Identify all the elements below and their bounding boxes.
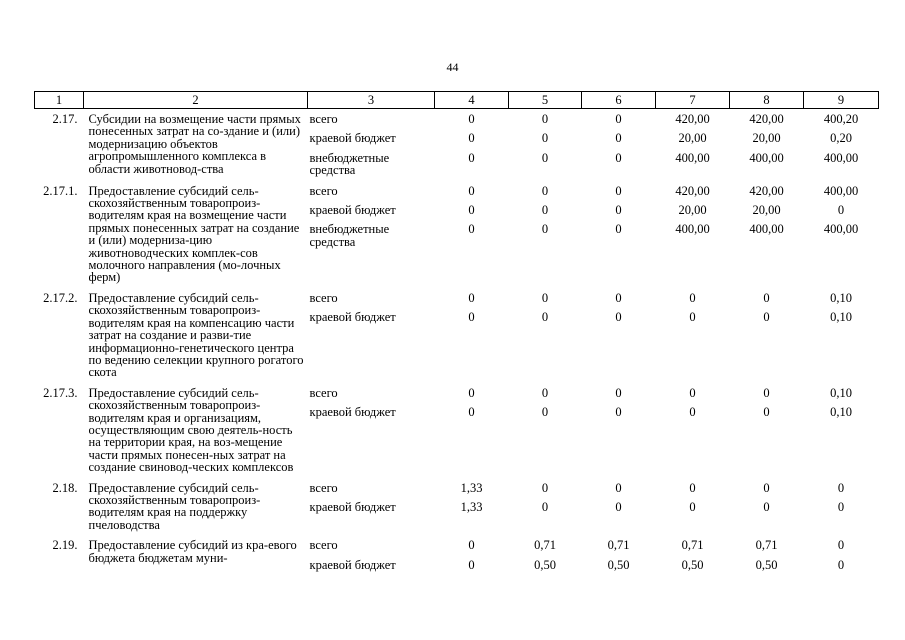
- value-cell-col-4: [435, 383, 509, 478]
- funding-source: краевой бюджет: [309, 405, 396, 420]
- amount-value: 400,00: [749, 222, 784, 237]
- funding-source-cell: [308, 383, 435, 478]
- amount-value: 0: [763, 480, 770, 495]
- amount-value: 420,00: [749, 112, 784, 126]
- amount-value: 400,00: [749, 150, 784, 165]
- amount-value: 0: [763, 405, 770, 420]
- row-number: 2.17.3.: [43, 385, 78, 400]
- value-cell-col-9: [804, 109, 879, 181]
- row-description: Предоставление субсидий сель-скохозяйственным товаропроиз-водителям края на поддержку пчеловодства: [88, 480, 261, 532]
- table-row: [35, 383, 879, 478]
- row-description: Предоставление субсидий сель-скохозяйственным товаропроиз-водителям края и организациям, осуществляющим свою деятель-ность на территории края, на воз-мещение части прямых понесен-ных затрат на создание свиновод-ческих комплексов: [88, 385, 294, 475]
- amount-value: 0: [615, 203, 622, 218]
- amount-value: 0: [541, 112, 549, 126]
- table-row: [35, 535, 879, 575]
- header-row: [35, 92, 879, 109]
- row-description-cell: [84, 109, 308, 181]
- amount-value: 0: [615, 310, 622, 325]
- amount-value: 0,71: [681, 538, 704, 553]
- amount-value: 0: [615, 405, 622, 420]
- amount-value: 0,50: [755, 557, 778, 572]
- amount-value: 0,10: [830, 405, 852, 420]
- value-cell-col-9: [804, 535, 879, 575]
- amount-value: 0,71: [534, 538, 556, 553]
- amount-value: 0,50: [681, 557, 704, 572]
- value-cell-col-6: [582, 109, 656, 181]
- amount-value: 0: [615, 150, 622, 165]
- column-header-4: 4: [435, 92, 509, 109]
- value-cell-col-5: [509, 383, 582, 478]
- amount-value: 0: [468, 112, 475, 126]
- value-cell-col-7: [656, 535, 730, 575]
- table-row: [35, 181, 879, 288]
- amount-value: 0: [763, 499, 770, 514]
- amount-value: 400,20: [823, 112, 859, 126]
- amount-value: 1,33: [460, 480, 483, 495]
- amount-value: 0: [541, 222, 549, 237]
- amount-value: 0: [468, 538, 475, 553]
- value-cell-col-7: [656, 288, 730, 383]
- value-cell-col-5: [509, 181, 582, 288]
- value-cell-col-5: [509, 478, 582, 536]
- row-description: Предоставление субсидий сель-скохозяйственным товаропроиз-водителям края на компенсацию части затрат на создание и разви-тие информационно-генетического центра по ведению селекции крупного рогатого скота: [88, 290, 304, 380]
- funding-source: всего: [309, 480, 338, 495]
- table-body: [35, 109, 879, 576]
- value-cell-col-8: [730, 181, 804, 288]
- row-description-cell: [84, 383, 308, 478]
- amount-value: 0: [763, 385, 770, 400]
- funding-source: краевой бюджет: [309, 131, 396, 146]
- row-number: 2.18.: [52, 480, 78, 495]
- column-header-6: 6: [582, 92, 656, 109]
- value-cell-col-7: [656, 478, 730, 536]
- column-header-1: 1: [35, 92, 84, 109]
- column-header-3: 3: [308, 92, 435, 109]
- amount-value: 20,00: [678, 131, 707, 146]
- amount-value: 0: [541, 290, 549, 305]
- value-cell-col-4: [435, 109, 509, 181]
- amount-value: 0,50: [534, 557, 556, 572]
- table-row: [35, 288, 879, 383]
- value-cell-col-4: [435, 288, 509, 383]
- amount-value: 0: [615, 499, 622, 514]
- row-description-cell: [84, 181, 308, 288]
- amount-value: 0: [615, 183, 622, 198]
- amount-value: 20,00: [752, 131, 781, 146]
- value-cell-col-6: [582, 535, 656, 575]
- amount-value: 0: [689, 385, 696, 400]
- amount-value: 0: [689, 405, 696, 420]
- column-header-8: 8: [730, 92, 804, 109]
- amount-value: 0: [468, 222, 475, 237]
- value-cell-col-8: [730, 535, 804, 575]
- amount-value: 0: [615, 222, 622, 237]
- value-cell-col-8: [730, 288, 804, 383]
- row-description-cell: [84, 535, 308, 575]
- page-number: 44: [446, 60, 459, 74]
- funding-source: внебюджетные средства: [309, 222, 390, 249]
- value-cell-col-9: [804, 383, 879, 478]
- amount-value: 0: [837, 203, 845, 218]
- amount-value: 0: [689, 499, 696, 514]
- amount-value: 0: [615, 290, 622, 305]
- amount-value: 0: [615, 385, 622, 400]
- amount-value: 400,00: [675, 150, 710, 165]
- amount-value: 0: [541, 385, 549, 400]
- table-row: [35, 109, 879, 181]
- amount-value: 0: [541, 131, 549, 146]
- amount-value: 0: [615, 480, 622, 495]
- row-number: 2.17.: [52, 112, 78, 126]
- amount-value: 0: [541, 499, 549, 514]
- funding-source: краевой бюджет: [309, 203, 396, 218]
- amount-value: 0: [468, 290, 475, 305]
- value-cell-col-6: [582, 181, 656, 288]
- row-description-cell: [84, 478, 308, 536]
- funding-source: краевой бюджет: [309, 310, 396, 325]
- column-header-5: 5: [509, 92, 582, 109]
- amount-value: 0: [541, 310, 549, 325]
- amount-value: 0,10: [830, 290, 852, 305]
- amount-value: 0: [689, 480, 696, 495]
- value-cell-col-4: [435, 478, 509, 536]
- amount-value: 0: [837, 499, 845, 514]
- funding-source: краевой бюджет: [309, 557, 396, 572]
- row-number: 2.17.1.: [43, 183, 78, 198]
- amount-value: 0: [468, 557, 475, 572]
- amount-value: 0,71: [755, 538, 778, 553]
- amount-value: 400,00: [823, 222, 859, 237]
- value-cell-col-8: [730, 478, 804, 536]
- row-number: 2.19.: [52, 538, 78, 553]
- value-cell-col-7: [656, 383, 730, 478]
- funding-source: всего: [309, 112, 338, 126]
- value-cell-col-9: [804, 288, 879, 383]
- table-row: [35, 478, 879, 536]
- amount-value: 1,33: [460, 499, 483, 514]
- value-cell-col-6: [582, 288, 656, 383]
- amount-value: 0: [837, 538, 845, 553]
- amount-value: 0: [837, 557, 845, 572]
- amount-value: 420,00: [675, 112, 710, 126]
- value-cell-col-8: [730, 109, 804, 181]
- amount-value: 0: [763, 290, 770, 305]
- amount-value: 0: [763, 310, 770, 325]
- amount-value: 0: [541, 480, 549, 495]
- amount-value: 20,00: [752, 203, 781, 218]
- amount-value: 0: [468, 203, 475, 218]
- amount-value: 0: [468, 150, 475, 165]
- row-description: Предоставление субсидий сель-скохозяйственным товаропроиз-водителям края на возмещение части прямых понесенных затрат на создание и (или) модерниза-цию животноводческих комплек-сов молочного направления (мо-лочных ферм): [88, 183, 300, 285]
- funding-source: всего: [309, 538, 338, 553]
- funding-source: краевой бюджет: [309, 499, 396, 514]
- amount-value: 0: [541, 183, 549, 198]
- amount-value: 0,50: [607, 557, 630, 572]
- amount-value: 0: [468, 385, 475, 400]
- value-cell-col-7: [656, 109, 730, 181]
- amount-value: 400,00: [675, 222, 710, 237]
- value-cell-col-6: [582, 383, 656, 478]
- row-description: Предоставление субсидий из кра-евого бюджета бюджетам муни-: [88, 538, 297, 565]
- amount-value: 420,00: [749, 183, 784, 198]
- value-cell-col-8: [730, 383, 804, 478]
- funding-source: всего: [309, 183, 338, 198]
- program-funding-table: [34, 91, 879, 575]
- value-cell-col-7: [656, 181, 730, 288]
- funding-source-cell: [308, 478, 435, 536]
- value-cell-col-5: [509, 535, 582, 575]
- funding-source: всего: [309, 290, 338, 305]
- amount-value: 420,00: [675, 183, 710, 198]
- amount-value: 0,71: [607, 538, 630, 553]
- amount-value: 0: [615, 131, 622, 146]
- amount-value: 0,20: [830, 131, 852, 146]
- value-cell-col-4: [435, 181, 509, 288]
- funding-source: всего: [309, 385, 338, 400]
- amount-value: 0: [689, 290, 696, 305]
- amount-value: 0: [541, 150, 549, 165]
- value-cell-col-9: [804, 478, 879, 536]
- row-description: Субсидии на возмещение части прямых понесенных затрат на со-здание и (или) модернизацию объектов агропромышленного комплекса в области животновод-ства: [88, 112, 301, 176]
- value-cell-col-6: [582, 478, 656, 536]
- amount-value: 0,10: [830, 310, 852, 325]
- value-cell-col-5: [509, 109, 582, 181]
- funding-source: внебюджетные средства: [309, 150, 390, 178]
- amount-value: 0: [468, 405, 475, 420]
- amount-value: 0,10: [830, 385, 852, 400]
- funding-source-cell: [308, 109, 435, 181]
- amount-value: 0: [615, 112, 622, 126]
- column-header-7: 7: [656, 92, 730, 109]
- funding-source-cell: [308, 181, 435, 288]
- value-cell-col-9: [804, 181, 879, 288]
- amount-value: 0: [468, 183, 475, 198]
- amount-value: 0: [689, 310, 696, 325]
- column-header-2: 2: [84, 92, 308, 109]
- value-cell-col-4: [435, 535, 509, 575]
- amount-value: 400,00: [823, 183, 859, 198]
- amount-value: 0: [468, 310, 475, 325]
- amount-value: 0: [541, 405, 549, 420]
- row-description-cell: [84, 288, 308, 383]
- funding-source-cell: [308, 535, 435, 575]
- value-cell-col-5: [509, 288, 582, 383]
- amount-value: 20,00: [678, 203, 707, 218]
- row-number: 2.17.2.: [43, 290, 78, 305]
- column-header-9: 9: [804, 92, 879, 109]
- funding-source-cell: [308, 288, 435, 383]
- amount-value: 0: [837, 480, 845, 495]
- amount-value: 400,00: [823, 150, 859, 165]
- amount-value: 0: [541, 203, 549, 218]
- amount-value: 0: [468, 131, 475, 146]
